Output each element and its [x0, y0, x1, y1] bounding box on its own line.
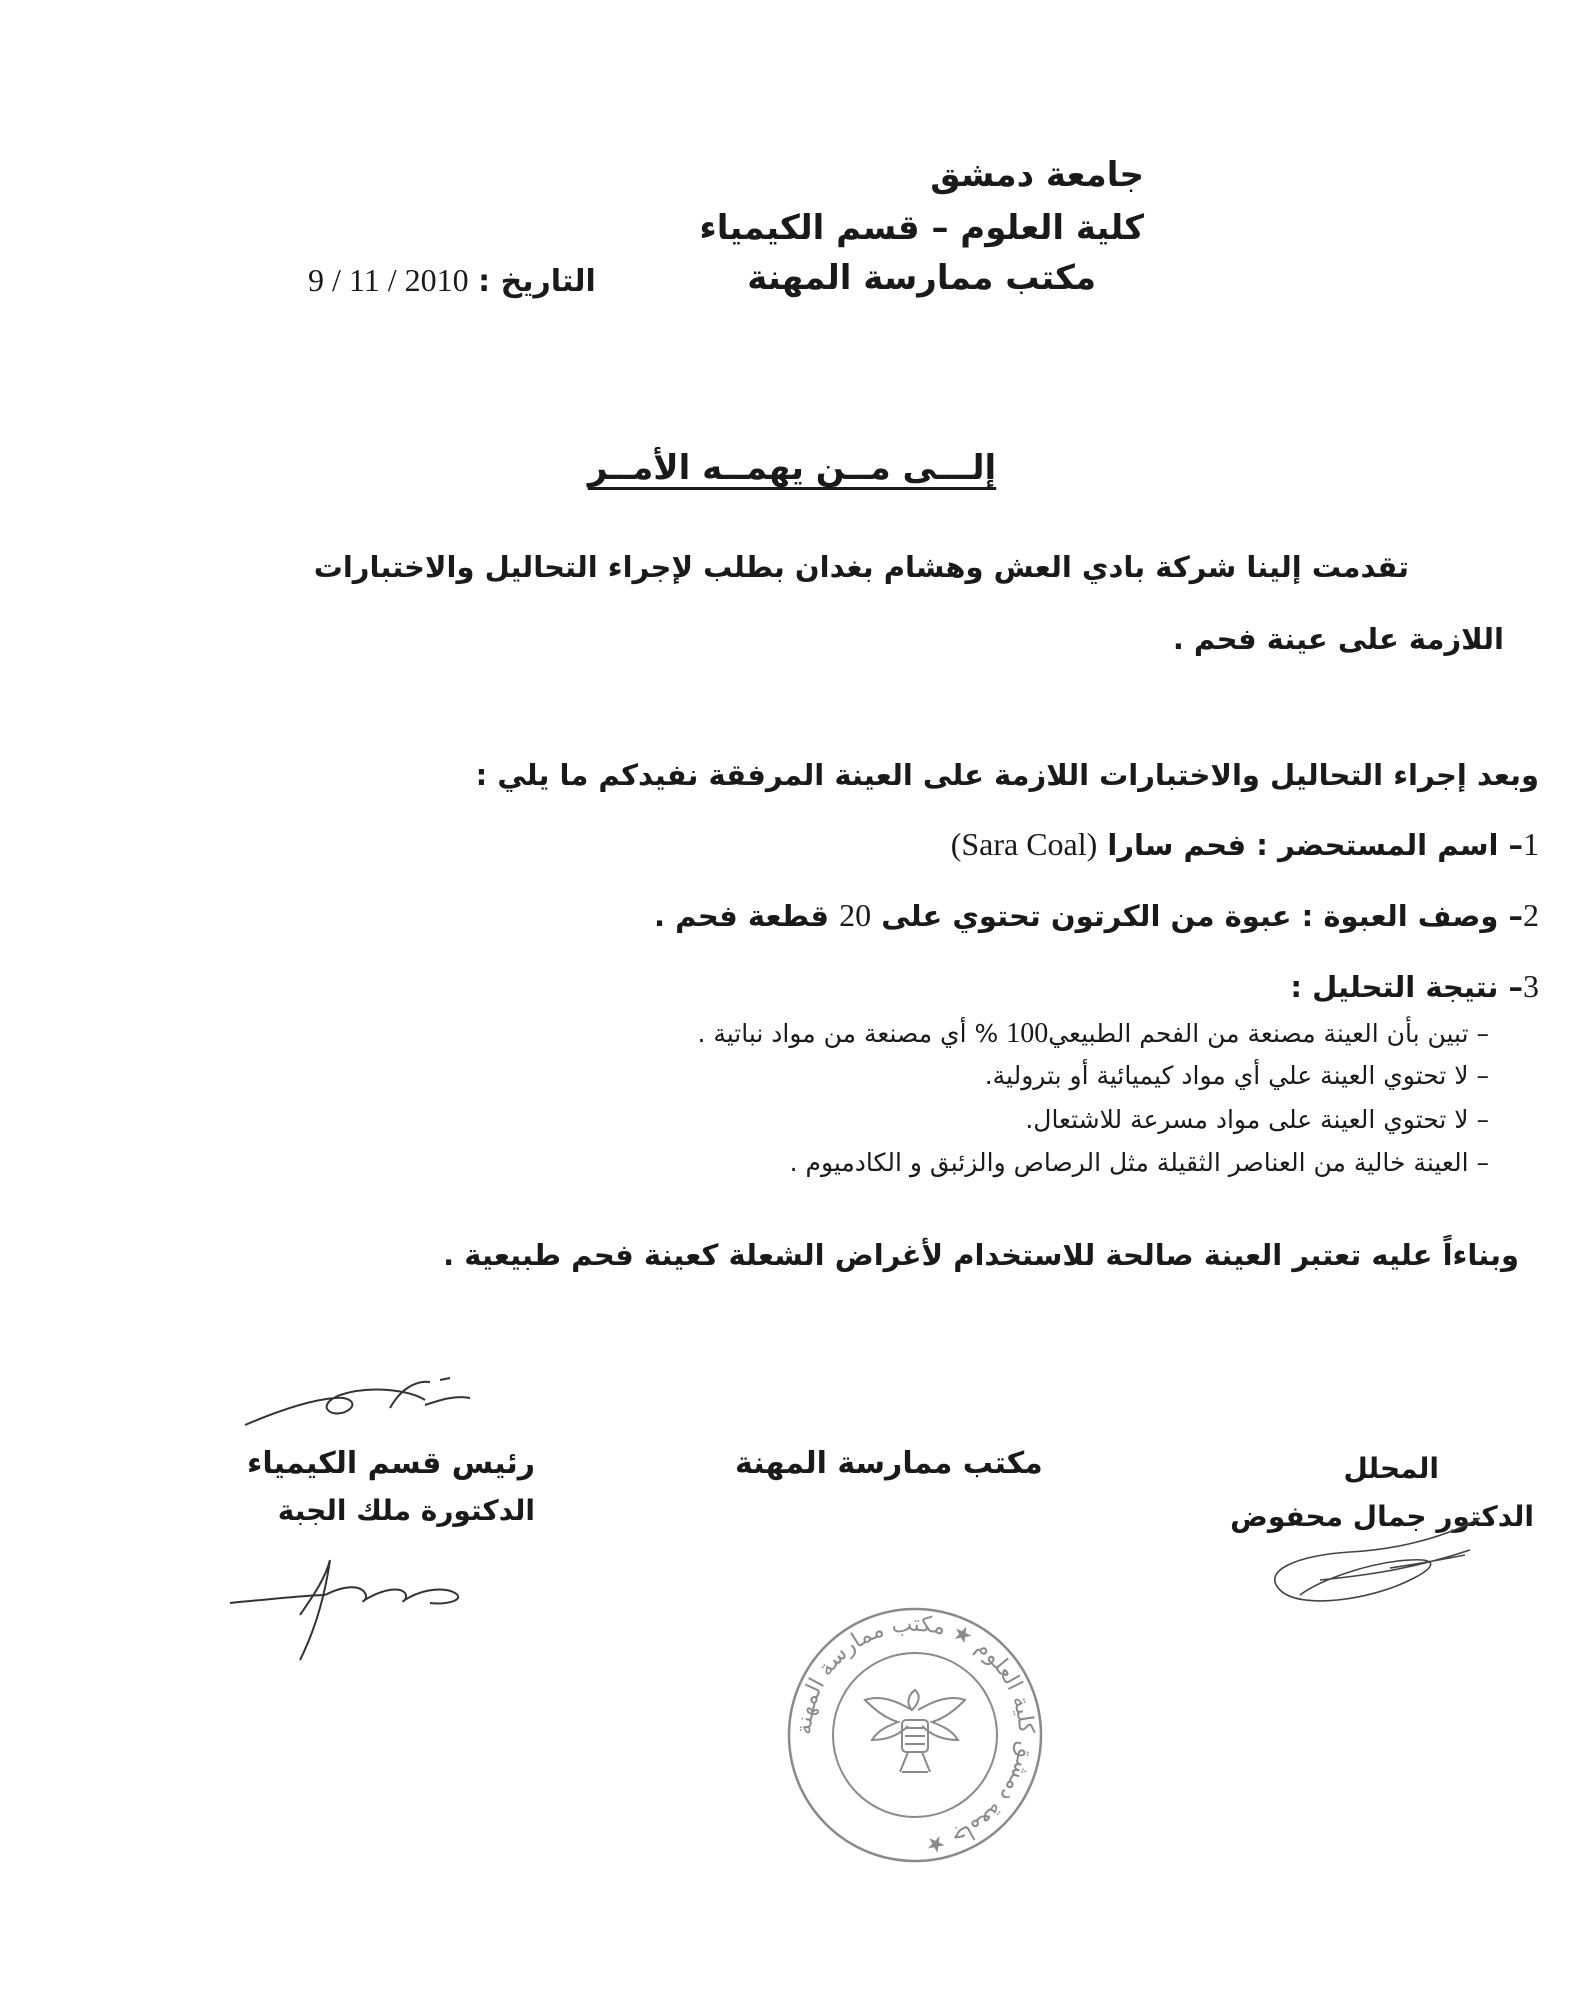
subject-text: إلـــى مــن يهمــه الأمــر [587, 448, 997, 488]
official-stamp [780, 1600, 1050, 1870]
piece-count: 20 [839, 897, 872, 933]
result-percentage: 100 [1006, 1018, 1049, 1049]
eagle-emblem-icon [865, 1690, 965, 1772]
document-date [308, 262, 596, 299]
item-product-name [951, 826, 1539, 863]
office-signature-title: مكتب ممارسة المهنة [735, 1446, 1043, 1481]
department-head-title: رئيس قسم الكيمياء [247, 1446, 535, 1481]
result-text-tail: % أي مصنعة من مواد نباتية . [697, 1019, 999, 1048]
stamp-ring-text: جامعة دمشق كلية العلوم ★ مكتب ممارسة المهنة ★ [791, 1611, 1039, 1858]
result-text: – لا تحتوي العينة علي أي مواد كيميائية أو بترولية. [984, 1061, 1489, 1090]
intro-line-1: تقدمت إلينا شركة بادي العش وهشام بغدان بطلب لإجراء التحاليل والاختبارات [313, 550, 1409, 584]
intro-line-2: اللازمة على عينة فحم . [1172, 622, 1504, 656]
result-text: – تبين بأن العينة مصنعة من الفحم الطبيعي [1048, 1019, 1489, 1048]
item-tail: قطعة فحم . [654, 899, 830, 933]
result-line [790, 1148, 1489, 1177]
analyst-signature [1240, 1510, 1490, 1620]
document-subject [0, 448, 1584, 488]
item-text: – اسم المستحضر : فحم سارا [1107, 828, 1523, 862]
item-package-description [654, 897, 1539, 934]
conclusion: وبناءاً عليه تعتبر العينة صالحة للاستخدام لأغراض الشعلة كعينة فحم طبيعية . [443, 1238, 1519, 1272]
product-latin-name: (Sara Coal) [950, 826, 1098, 862]
result-line [985, 1061, 1489, 1090]
item-number: 2 [1523, 897, 1539, 933]
date-value: 9 / 11 / 2010 [308, 262, 469, 298]
item-number: 1 [1523, 826, 1539, 862]
head-signature-upper [240, 1370, 500, 1440]
faculty-department: كلية العلوم – قسم الكيمياء [699, 208, 1144, 248]
item-text: – وصف العبوة : عبوة من الكرتون تحتوي على [881, 899, 1523, 933]
item-number: 3 [1523, 968, 1539, 1004]
date-label: التاريخ : [478, 264, 596, 299]
university-name: جامعة دمشق [930, 155, 1144, 195]
result-line [1025, 1105, 1489, 1134]
item-analysis-result [1290, 968, 1539, 1005]
result-text: – لا تحتوي العينة على مواد مسرعة للاشتعال. [1025, 1105, 1489, 1134]
item-text: – نتيجة التحليل : [1290, 970, 1523, 1004]
head-signature-lower [230, 1555, 490, 1665]
result-text: – العينة خالية من العناصر الثقيلة مثل الرصاص والزئبق و الكادميوم . [789, 1148, 1489, 1177]
department-head-name: الدكتورة ملك الجبة [277, 1494, 535, 1527]
result-line [697, 1018, 1489, 1050]
office-name: مكتب ممارسة المهنة [747, 258, 1096, 298]
analyst-name: الدكتور جمال محفوض [1230, 1500, 1534, 1533]
findings-lead: وبعد إجراء التحاليل والاختبارات اللازمة على العينة المرفقة نفيدكم ما يلي : [475, 758, 1539, 792]
analyst-title: المحلل [1343, 1452, 1439, 1485]
